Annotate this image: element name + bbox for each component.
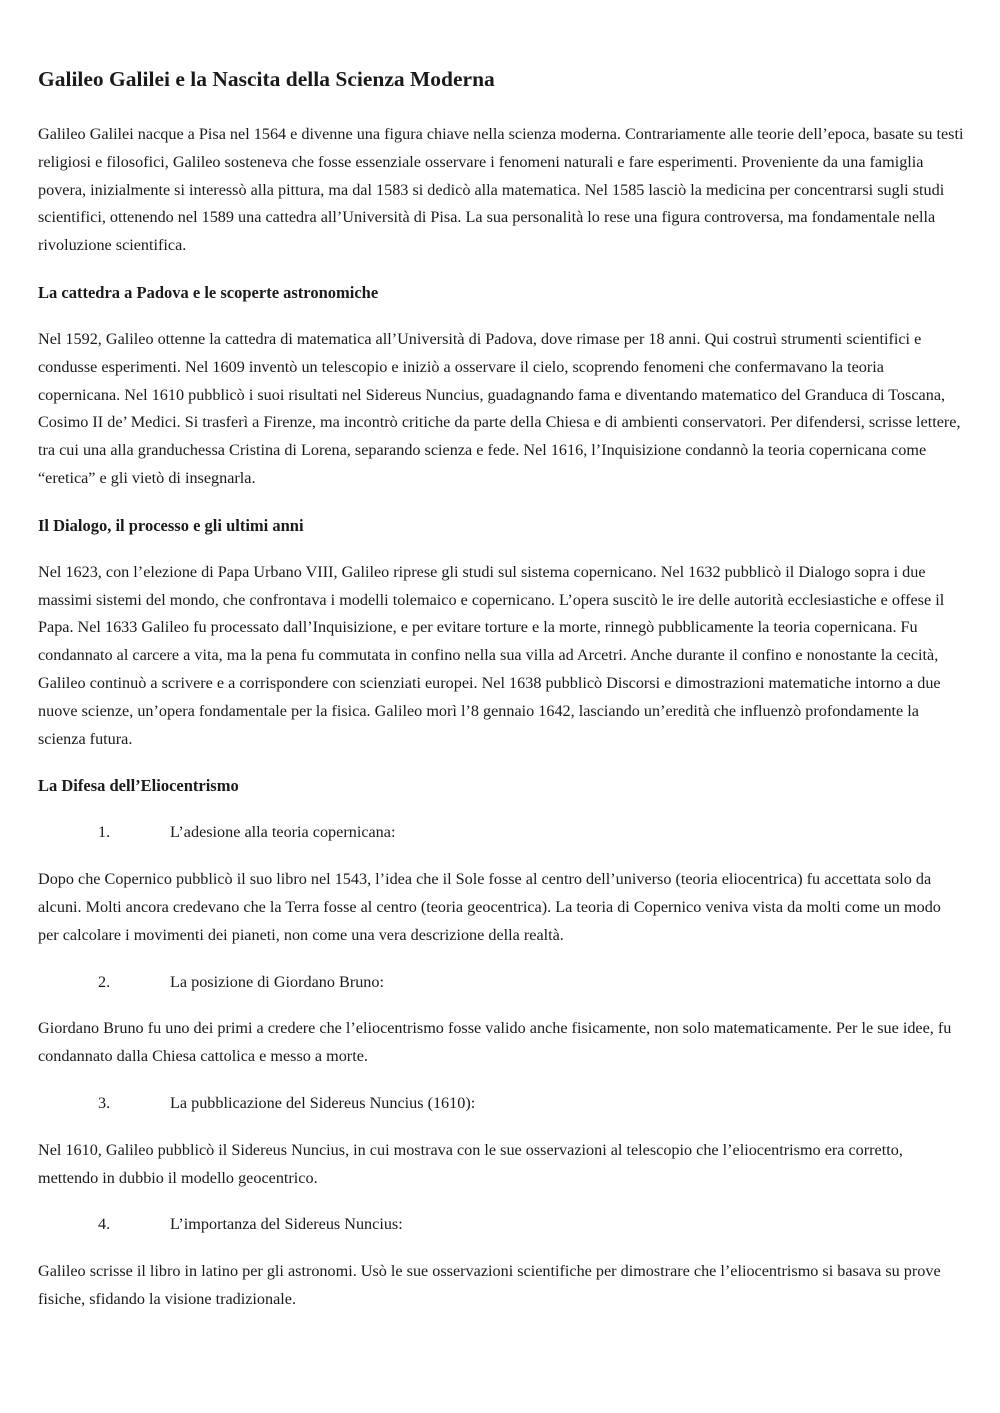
document-page xyxy=(38,62,964,1333)
list-item-number: 3. xyxy=(98,1093,111,1112)
list-item-number: 1. xyxy=(98,823,111,842)
section-heading-padova: La cattedra a Padova e le scoperte astronomiche xyxy=(38,282,379,302)
section-paragraph-padova: Nel 1592, Galileo ottenne la cattedra di matematica all’Università di Padova, dove rimase per 18 anni. Qui costruì strumenti scientifici e condusse esperimenti. Nel 1609 inventò un telescopio e iniziò a osservare il cielo, scoprendo fenomeni che confermavano la teoria copernicana. Nel 1610 pubblicò i suoi risultati nel Sidereus Nuncius, guadagnando fama e diventando matematico del Granduca di Toscana, Cosimo II de’ Medici. Si trasferì a Firenze, ma incontrò critiche da parte della Chiesa e di ambienti conservatori. Per difendersi, scrisse lettere, tra cui una alla granduchessa Cristina di Lorena, separando scienza e fede. Nel 1616, l’Inquisizione condannò la teoria copernicana come “eretica” e gli vietò di insegnarla. xyxy=(38,329,961,487)
list-item-number: 2. xyxy=(98,972,111,991)
section-paragraph-dialogo: Nel 1623, con l’elezione di Papa Urbano VIII, Galileo riprese gli studi sul sistema copernicano. Nel 1632 pubblicò il Dialogo sopra i due massimi sistemi del mondo, che confrontava i modelli tolemaico e copernicano. L’opera suscitò le ire delle autorità ecclesiastiche e offese il Papa. Nel 1633 Galileo fu processato dall’Inquisizione, e per evitare torture e la morte, rinnegò pubblicamente la teoria copernicana. Fu condannato al carcere a vita, ma la pena fu commutata in confino nella sua villa ad Arcetri. Anche durante il confino e nonostante la cecità, Galileo continuò a scrivere e a corrispondere con scienziati europei. Nel 1638 pubblicò Discorsi e dimostrazioni matematiche intorno a due nuove scienze, un’opera fondamentale per la fisica. Galileo morì l’8 gennaio 1642, lasciando un’eredità che influenzò profondamente la scienza futura. xyxy=(38,562,945,748)
list-item-paragraph: Giordano Bruno fu uno dei primi a credere che l’eliocentrismo fosse valido anche fisicamente, non solo matematicamente. Per le sue idee, fu condannato dalla Chiesa cattolica e messo a morte. xyxy=(38,1019,952,1066)
list-item-label: L’importanza del Sidereus Nuncius: xyxy=(170,1215,403,1234)
list-item xyxy=(38,1211,964,1239)
list-item-number: 4. xyxy=(98,1215,111,1234)
section-heading-dialogo: Il Dialogo, il processo e gli ultimi anni xyxy=(38,515,304,535)
list-item-label: La pubblicazione del Sidereus Nuncius (1610): xyxy=(170,1093,476,1112)
list-item xyxy=(38,969,964,997)
list-item-label: L’adesione alla teoria copernicana: xyxy=(170,823,396,842)
list-item-paragraph: Dopo che Copernico pubblicò il suo libro nel 1543, l’idea che il Sole fosse al centro dell’universo (teoria eliocentrica) fu accettata solo da alcuni. Molti ancora credevano che la Terra fosse al centro (teoria geocentrica). La teoria di Copernico veniva vista da molti come un modo per calcolare i movimenti dei pianeti, non come una vera descrizione della realtà. xyxy=(38,870,941,944)
list-item xyxy=(38,1090,964,1118)
intro-paragraph: Galileo Galilei nacque a Pisa nel 1564 e divenne una figura chiave nella scienza moderna. Contrariamente alle teorie dell’epoca, basate su testi religiosi e filosofici, Galileo sosteneva che fosse essenziale osservare i fenomeni naturali e fare esperimenti. Proveniente da una famiglia povera, inizialmente si interessò alla pittura, ma dal 1583 si dedicò alla matematica. Nel 1585 lasciò la medicina per concentrarsi sugli studi scientifici, ottenendo nel 1589 una cattedra all’Università di Pisa. La sua personalità lo rese una figura controversa, ma fondamentale nella rivoluzione scientifica. xyxy=(38,125,964,255)
list-item-paragraph: Nel 1610, Galileo pubblicò il Sidereus Nuncius, in cui mostrava con le sue osservazioni al telescopio che l’eliocentrismo era corretto, mettendo in dubbio il modello geocentrico. xyxy=(38,1140,903,1187)
list-item-paragraph: Galileo scrisse il libro in latino per gli astronomi. Usò le sue osservazioni scientifiche per dimostrare che l’eliocentrismo si basava su prove fisiche, sfidando la visione tradizionale. xyxy=(38,1262,941,1308)
list-item xyxy=(38,819,964,847)
section-heading-eliocentrismo: La Difesa dell’Eliocentrismo xyxy=(38,776,239,796)
document-title: Galileo Galilei e la Nascita della Scienza Moderna xyxy=(38,67,495,91)
list-item-label: La posizione di Giordano Bruno: xyxy=(170,972,384,991)
